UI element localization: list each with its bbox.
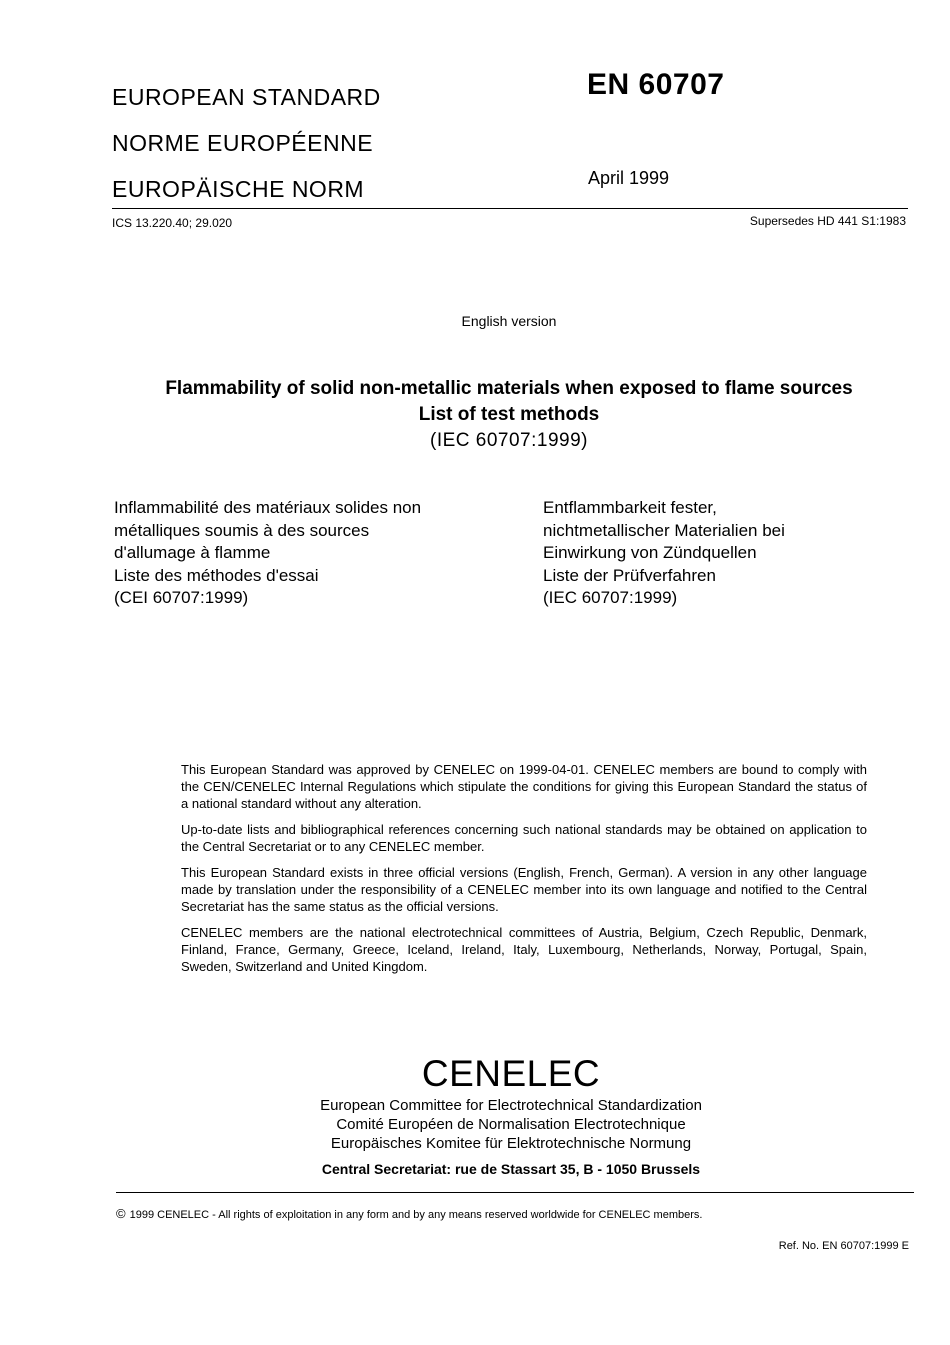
french-title-line: Liste des méthodes d'essai: [114, 565, 319, 585]
french-title: [114, 497, 421, 610]
french-title-line: d'allumage à flamme: [114, 543, 271, 562]
en-number: EN 60707: [587, 68, 725, 101]
french-title-line: (CEI 60707:1999): [114, 588, 249, 607]
copyright-text: 1999 CENELEC - All rights of exploitation in any form and by any means reserved worldwide for CENELEC members.: [129, 1209, 703, 1221]
copyright-notice: [116, 1206, 702, 1221]
standard-name-de: EUROPÄISCHE NORM: [112, 176, 365, 202]
paragraph-approval: This European Standard was approved by CENELEC on 1999-04-01. CENELEC members are bound to comply with the CEN/CENELEC Internal Regulations which stipulate the conditions for giving this European Standard the status of a national standard without any alteration.: [181, 762, 867, 811]
ics-code: ICS 13.220.40; 29.020: [112, 216, 233, 230]
paragraph-references: Up-to-date lists and bibliographical references concerning such national standards may be obtained on application to the Central Secretariat or to any CENELEC member.: [181, 822, 867, 854]
org-name-de: Europäisches Komitee für Elektrotechnische Normung: [330, 1135, 692, 1152]
top-divider: [112, 208, 908, 209]
german-title-line: Entflammbarkeit fester,: [543, 498, 717, 517]
secretariat-address: Central Secretariat: rue de Stassart 35, B - 1050 Brussels: [321, 1161, 701, 1177]
title-line-1: Flammability of solid non-metallic materials when exposed to flame sources: [165, 378, 853, 399]
paragraph-versions: This European Standard exists in three official versions (English, French, German). A version in any other language made by translation under the responsibility of a CENELEC member into its own language and notified to the Central Secretariat has the same status as the official versions.: [181, 865, 867, 914]
copyright-icon: ©: [116, 1206, 126, 1221]
org-name-en: European Committee for Electrotechnical Standardization: [320, 1097, 702, 1114]
approval-text: [181, 761, 867, 984]
version-label: English version: [461, 313, 557, 329]
german-title-line: nichtmetallischer Materialien bei: [543, 520, 785, 540]
standard-name-en: EUROPEAN STANDARD: [112, 84, 381, 110]
supersedes-note: Supersedes HD 441 S1:1983: [749, 214, 906, 228]
reference-number: Ref. No. EN 60707:1999 E: [778, 1240, 909, 1252]
standard-names: [112, 74, 381, 212]
french-title-line: métalliques soumis à des sources: [114, 520, 370, 540]
document-title: [0, 376, 950, 454]
bottom-divider: [116, 1192, 914, 1193]
cenelec-logo: CENELEC: [421, 1053, 601, 1094]
title-line-3: (IEC 60707:1999): [430, 430, 588, 451]
title-line-2: List of test methods: [418, 404, 600, 425]
standard-name-fr: NORME EUROPÉENNE: [112, 130, 374, 156]
paragraph-members: CENELEC members are the national electrotechnical committees of Austria, Belgium, Czech Republic, Denmark, Finland, France, Germany, Greece, Iceland, Ireland, Italy, Luxembourg, Netherlands, Norway, Portugal, Spain, Sweden, Switzerland and United Kingdom.: [181, 925, 867, 974]
german-title-line: Liste der Prüfverfahren: [543, 565, 716, 585]
german-title: [543, 497, 785, 610]
german-title-line: Einwirkung von Zündquellen: [543, 543, 757, 562]
org-name-fr: Comité Européen de Normalisation Electrotechnique: [336, 1116, 686, 1133]
publication-date: April 1999: [588, 168, 670, 188]
german-title-line: (IEC 60707:1999): [543, 588, 678, 607]
cenelec-block: [0, 1052, 950, 1177]
french-title-line: Inflammabilité des matériaux solides non: [114, 498, 422, 517]
